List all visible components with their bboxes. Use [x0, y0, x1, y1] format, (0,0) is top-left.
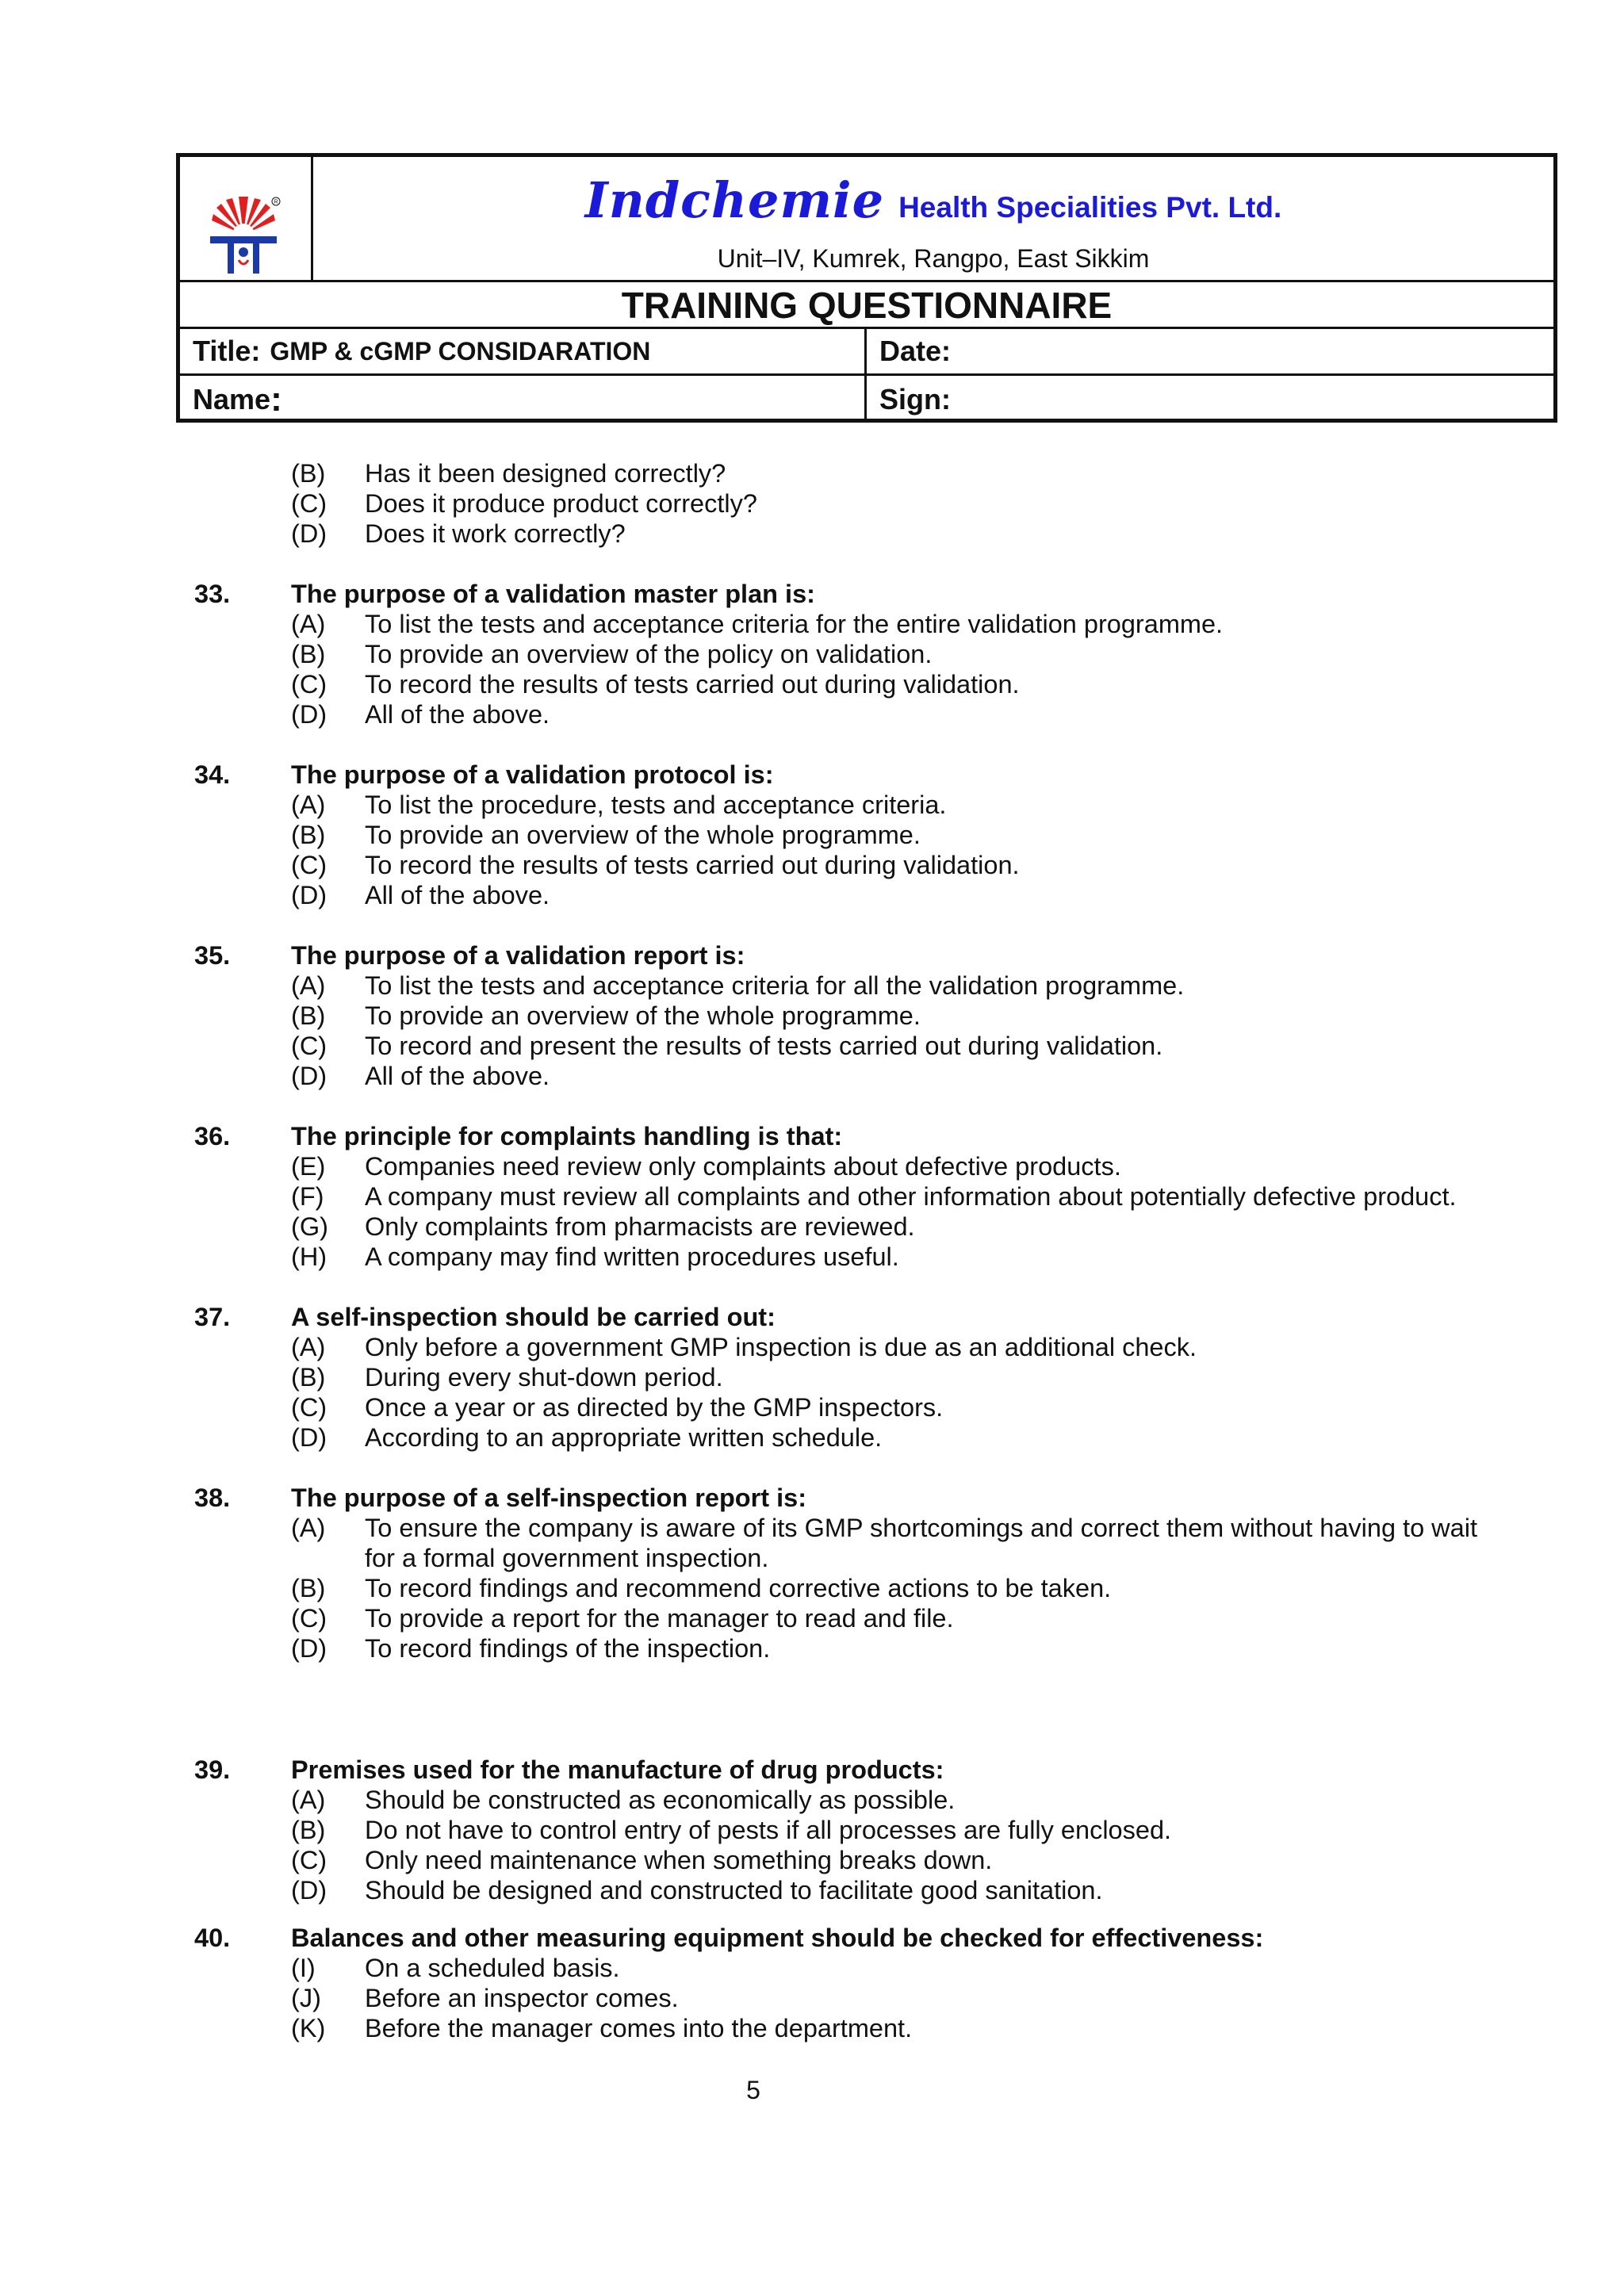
option-label: (C)	[291, 670, 327, 699]
option-text: All of the above.	[365, 1062, 550, 1090]
company-name	[313, 171, 1553, 229]
option-text: To ensure the company is aware of its GMP shortcomings and correct them without having to wait	[365, 1514, 1477, 1542]
question-text: The purpose of a validation master plan is:	[291, 580, 815, 608]
question-text: Premises used for the manufacture of drug products:	[291, 1755, 944, 1784]
option-text: To provide an overview of the policy on validation.	[365, 640, 933, 668]
option-text: To provide an overview of the whole programme.	[365, 821, 921, 849]
option-text: To provide a report for the manager to read and file.	[365, 1604, 954, 1633]
question-number: 35.	[194, 941, 231, 970]
document-header	[176, 153, 1557, 423]
option-label: (D)	[291, 881, 327, 909]
option-text: To list the tests and acceptance criteria for the entire validation programme.	[365, 610, 1224, 638]
option-text: Before an inspector comes.	[365, 1984, 679, 2012]
question-number: 38.	[194, 1483, 231, 1512]
logo-cell	[180, 157, 313, 280]
option-text: Does it work correctly?	[365, 519, 626, 548]
company-logo-icon	[204, 197, 283, 276]
option-text: On a scheduled basis.	[365, 1954, 620, 1982]
option-label: (B)	[291, 1816, 326, 1844]
option-text: Before the manager comes into the department.	[365, 2014, 913, 2042]
option-label: (F)	[291, 1182, 324, 1211]
option-text: To record and present the results of tests carried out during validation.	[365, 1032, 1163, 1060]
option-text: Does it produce product correctly?	[365, 489, 757, 518]
option-label: (C)	[291, 1032, 327, 1060]
title-field	[180, 329, 867, 373]
question-number: 37.	[194, 1303, 231, 1331]
option-text: According to an appropriate written schedule.	[365, 1423, 883, 1452]
option-label: (B)	[291, 1001, 326, 1030]
option-text: Has it been designed correctly?	[365, 459, 726, 488]
question-text: The purpose of a validation protocol is:	[291, 760, 774, 789]
option-label: (A)	[291, 1514, 326, 1542]
name-colon: :	[270, 379, 282, 419]
date-label: Date:	[879, 335, 952, 367]
sign-field	[867, 376, 1553, 423]
option-label: (G)	[291, 1212, 328, 1241]
question-number: 34.	[194, 760, 231, 789]
option-label: (A)	[291, 971, 326, 1000]
option-label: (B)	[291, 1574, 326, 1602]
option-text: All of the above.	[365, 881, 550, 909]
option-label: (D)	[291, 1634, 327, 1663]
option-text: To list the procedure, tests and acceptance criteria.	[365, 791, 947, 819]
date-field	[867, 329, 1553, 373]
option-label: (D)	[291, 519, 327, 548]
option-text: Should be designed and constructed to facilitate good sanitation.	[365, 1876, 1103, 1905]
option-text: To provide an overview of the whole programme.	[365, 1001, 921, 1030]
option-text: Only need maintenance when something breaks down.	[365, 1846, 993, 1874]
company-address: Unit–IV, Kumrek, Rangpo, East Sikkim	[717, 244, 1150, 273]
option-label: (A)	[291, 1333, 326, 1361]
option-label: (K)	[291, 2014, 326, 2042]
option-text: To list the tests and acceptance criteria for all the validation programme.	[365, 971, 1185, 1000]
brand-wordmark: Indchemie	[584, 171, 885, 229]
option-label: (D)	[291, 1423, 327, 1452]
option-label: (C)	[291, 489, 327, 518]
question-number: 40.	[194, 1924, 231, 1952]
question-text: The purpose of a self-inspection report is:	[291, 1483, 807, 1512]
option-label: (I)	[291, 1954, 316, 1982]
option-label: (D)	[291, 1062, 327, 1090]
option-label: (D)	[291, 700, 327, 729]
question-number: 36.	[194, 1122, 231, 1150]
option-text: Only before a government GMP inspection is due as an additional check.	[365, 1333, 1197, 1361]
option-label: (C)	[291, 1846, 327, 1874]
option-text: A company may find written procedures useful.	[365, 1242, 899, 1271]
option-text: To record findings of the inspection.	[365, 1634, 771, 1663]
option-label: (A)	[291, 610, 326, 638]
title-value: GMP & cGMP CONSIDARATION	[270, 336, 651, 366]
option-label: (B)	[291, 640, 326, 668]
title-label: Title:	[193, 335, 261, 367]
option-text: During every shut-down period.	[365, 1363, 723, 1392]
registered-mark: R	[274, 199, 278, 205]
option-text: Should be constructed as economically as possible.	[365, 1786, 956, 1814]
option-label: (B)	[291, 459, 326, 488]
company-cell	[313, 157, 1553, 280]
option-text: Only complaints from pharmacists are reviewed.	[365, 1212, 915, 1241]
option-label: (A)	[291, 1786, 326, 1814]
name-field	[180, 376, 867, 423]
option-label: (D)	[291, 1876, 327, 1905]
option-text: All of the above.	[365, 700, 550, 729]
option-label: (H)	[291, 1242, 327, 1271]
option-text: To record findings and recommend corrective actions to be taken.	[365, 1574, 1112, 1602]
option-label: (C)	[291, 851, 327, 879]
sign-label: Sign:	[879, 382, 951, 415]
option-text: Do not have to control entry of pests if all processes are fully enclosed.	[365, 1816, 1172, 1844]
option-text-continued: for a formal government inspection.	[365, 1544, 769, 1572]
option-text: Companies need review only complaints about defective products.	[365, 1152, 1121, 1181]
name-sign-row	[180, 376, 1553, 423]
option-label: (E)	[291, 1152, 326, 1181]
question-text: The purpose of a validation report is:	[291, 941, 745, 970]
name-label: Name	[193, 382, 271, 415]
title-date-row	[180, 329, 1553, 376]
question-number: 39.	[194, 1755, 231, 1784]
option-label: (C)	[291, 1393, 327, 1422]
document-title: TRAINING QUESTIONNAIRE	[180, 280, 1553, 329]
question-text: Balances and other measuring equipment should be checked for effectiveness:	[291, 1924, 1264, 1952]
option-text: Once a year or as directed by the GMP inspectors.	[365, 1393, 944, 1422]
option-label: (B)	[291, 821, 326, 849]
option-text: To record the results of tests carried out during validation.	[365, 851, 1020, 879]
option-text: A company must review all complaints and other information about potentially defective product.	[365, 1182, 1457, 1211]
option-label: (A)	[291, 791, 326, 819]
company-name-rest: Health Specialities Pvt. Ltd.	[898, 191, 1282, 224]
page-number: 5	[746, 2076, 760, 2104]
option-text: To record the results of tests carried out during validation.	[365, 670, 1020, 699]
option-label: (J)	[291, 1984, 321, 2012]
question-text: The principle for complaints handling is that:	[291, 1122, 843, 1150]
question-number: 33.	[194, 580, 231, 608]
question-text: A self-inspection should be carried out:	[291, 1303, 776, 1331]
option-label: (C)	[291, 1604, 327, 1633]
option-label: (B)	[291, 1363, 326, 1392]
